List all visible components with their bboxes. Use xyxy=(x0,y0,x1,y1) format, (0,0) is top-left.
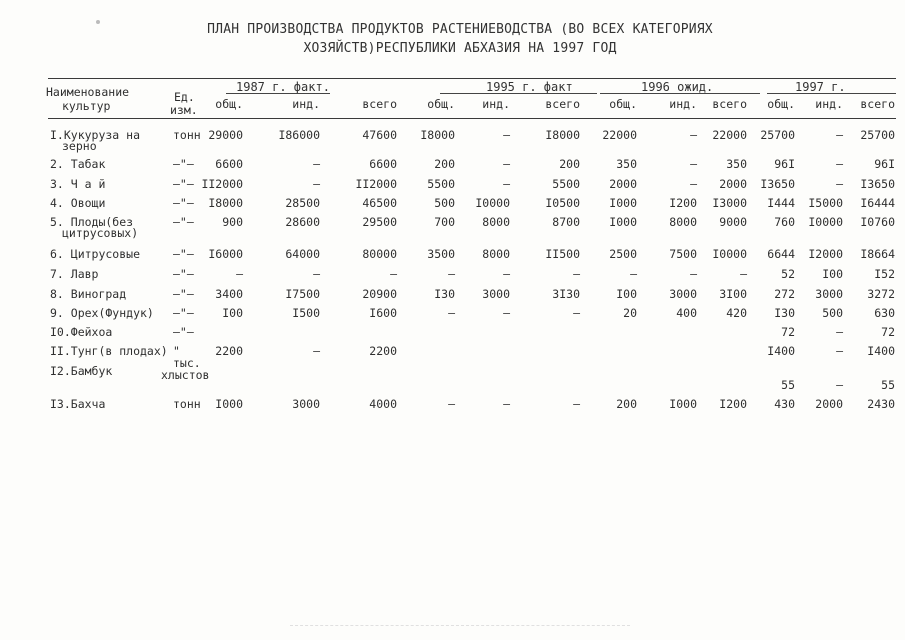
table-cell: I000 xyxy=(669,397,697,411)
table-cell: 55 xyxy=(781,378,795,392)
period-header-2: 1995 г. факт xyxy=(486,80,573,94)
table-cell: I3650 xyxy=(860,177,895,191)
table-cell: 3I00 xyxy=(719,287,747,301)
table-cell: – xyxy=(836,128,843,142)
table-cell: I00 xyxy=(222,306,243,320)
table-cell: – xyxy=(503,128,510,142)
crop-header-line2: культур xyxy=(62,99,111,113)
table-cell: – xyxy=(836,344,843,358)
table-cell: – xyxy=(690,157,697,171)
crop-name: 3. Ч а й xyxy=(50,177,106,191)
table-cell: 200 xyxy=(559,157,580,171)
table-cell: I444 xyxy=(767,196,795,210)
crop-header-line1: Наименование xyxy=(46,85,130,99)
table-cell: – xyxy=(836,378,843,392)
table-cell: 5500 xyxy=(552,177,580,191)
table-cell: I000 xyxy=(609,215,637,229)
table-cell: 20900 xyxy=(362,287,397,301)
table-cell: – xyxy=(836,157,843,171)
unit-of-measure: " xyxy=(173,344,180,358)
crop-name: 2. Табак xyxy=(50,157,106,171)
unit-of-measure-continued: хлыстов xyxy=(161,368,210,382)
table-cell: 3I30 xyxy=(552,287,580,301)
table-cell: 28600 xyxy=(285,215,320,229)
table-cell: 3000 xyxy=(482,287,510,301)
unit-of-measure: –"– xyxy=(173,287,194,301)
table-cell: I00 xyxy=(616,287,637,301)
period-header-1: 1987 г. факт. xyxy=(236,80,330,94)
table-cell: 47600 xyxy=(362,128,397,142)
table-cell: 22000 xyxy=(602,128,637,142)
table-cell: 630 xyxy=(874,306,895,320)
crop-name: 8. Виноград xyxy=(50,287,127,301)
table-cell: 3000 xyxy=(669,287,697,301)
table-cell: – xyxy=(836,177,843,191)
table-cell: I0000 xyxy=(475,196,510,210)
table-cell: 6644 xyxy=(767,247,795,261)
unit-of-measure: –"– xyxy=(173,177,194,191)
unit-of-measure: –"– xyxy=(173,196,194,210)
table-cell: 350 xyxy=(726,157,747,171)
table-cell: 8700 xyxy=(552,215,580,229)
table-cell: I600 xyxy=(369,306,397,320)
crop-name-continued: зерно xyxy=(62,139,97,153)
table-cell: – xyxy=(236,267,243,281)
period-header-underline-4 xyxy=(767,93,896,94)
table-cell: 55 xyxy=(881,378,895,392)
table-cell: 500 xyxy=(434,196,455,210)
table-cell: II500 xyxy=(545,247,580,261)
table-cell: – xyxy=(313,177,320,191)
table-cell: 46500 xyxy=(362,196,397,210)
table-cell: 4000 xyxy=(369,397,397,411)
unit-of-measure: –"– xyxy=(173,215,194,229)
bottom-scan-artifact xyxy=(290,625,630,626)
table-cell: 8000 xyxy=(482,215,510,229)
table-cell: – xyxy=(690,267,697,281)
unit-of-measure: –"– xyxy=(173,306,194,320)
table-cell: – xyxy=(503,177,510,191)
table-cell: I5000 xyxy=(808,196,843,210)
table-cell: – xyxy=(448,397,455,411)
table-cell: 52 xyxy=(781,267,795,281)
period-header-4: 1997 г. xyxy=(795,80,846,94)
unit-of-measure: –"– xyxy=(173,325,194,339)
header-top-rule xyxy=(48,78,896,79)
unit-of-measure: тонн xyxy=(173,128,201,142)
table-cell: I500 xyxy=(292,306,320,320)
table-cell: 2000 xyxy=(815,397,843,411)
table-cell: 760 xyxy=(774,215,795,229)
subcolumn-header-1: общ. xyxy=(215,97,243,111)
subcolumn-header-10: общ. xyxy=(767,97,795,111)
table-cell: 6600 xyxy=(369,157,397,171)
header-bottom-rule xyxy=(48,118,896,119)
table-cell: – xyxy=(740,267,747,281)
table-cell: – xyxy=(690,128,697,142)
unit-header-line2: изм. xyxy=(170,103,198,117)
table-cell: I000 xyxy=(215,397,243,411)
table-cell: – xyxy=(448,306,455,320)
table-cell: I0500 xyxy=(545,196,580,210)
table-cell: 7500 xyxy=(669,247,697,261)
crop-name: 6. Цитрусовые xyxy=(50,247,141,261)
table-cell: 3000 xyxy=(815,287,843,301)
table-cell: 200 xyxy=(434,157,455,171)
table-cell: 25700 xyxy=(760,128,795,142)
table-cell: 8000 xyxy=(669,215,697,229)
crop-name: 9. Орех(Фундук) xyxy=(50,306,154,320)
table-cell: 2500 xyxy=(609,247,637,261)
subcolumn-header-7: общ. xyxy=(609,97,637,111)
table-cell: 6600 xyxy=(215,157,243,171)
crop-name: 7. Лавр xyxy=(50,267,99,281)
table-cell: I7500 xyxy=(285,287,320,301)
subcolumn-header-2: инд. xyxy=(292,97,320,111)
table-cell: 64000 xyxy=(285,247,320,261)
table-cell: 900 xyxy=(222,215,243,229)
table-cell: – xyxy=(573,397,580,411)
table-cell: – xyxy=(503,397,510,411)
crop-name: I2.Бамбук xyxy=(50,364,113,378)
table-cell: II2000 xyxy=(355,177,397,191)
table-cell: I2000 xyxy=(808,247,843,261)
table-cell: 430 xyxy=(774,397,795,411)
table-cell: I3650 xyxy=(760,177,795,191)
scan-speck xyxy=(96,20,100,24)
table-cell: 28500 xyxy=(285,196,320,210)
table-cell: I200 xyxy=(719,397,747,411)
table-cell: – xyxy=(630,267,637,281)
subcolumn-header-5: инд. xyxy=(482,97,510,111)
crop-name: I3.Бахча xyxy=(50,397,106,411)
table-cell: 350 xyxy=(616,157,637,171)
table-cell: I000 xyxy=(609,196,637,210)
period-header-underline-1 xyxy=(226,93,330,94)
table-cell: I00 xyxy=(822,267,843,281)
table-cell: – xyxy=(503,267,510,281)
table-cell: 272 xyxy=(774,287,795,301)
table-cell: 8000 xyxy=(482,247,510,261)
subcolumn-header-12: всего xyxy=(860,97,895,111)
table-cell: – xyxy=(690,177,697,191)
table-cell: 2430 xyxy=(867,397,895,411)
table-cell: 5500 xyxy=(427,177,455,191)
crop-name: II.Тунг(в плодах) xyxy=(50,344,168,358)
table-cell: 500 xyxy=(822,306,843,320)
unit-of-measure: тонн xyxy=(173,397,201,411)
table-cell: 29000 xyxy=(208,128,243,142)
table-cell: – xyxy=(390,267,397,281)
table-cell: 3500 xyxy=(427,247,455,261)
table-cell: 25700 xyxy=(860,128,895,142)
table-cell: I6444 xyxy=(860,196,895,210)
table-cell: 3272 xyxy=(867,287,895,301)
table-cell: 200 xyxy=(616,397,637,411)
table-cell: – xyxy=(503,157,510,171)
table-cell: 2000 xyxy=(609,177,637,191)
period-header-underline-2 xyxy=(440,93,597,94)
table-cell: 9000 xyxy=(719,215,747,229)
table-cell: I3000 xyxy=(712,196,747,210)
period-header-3: 1996 ожид. xyxy=(641,80,714,94)
subcolumn-header-8: инд. xyxy=(669,97,697,111)
unit-of-measure: –"– xyxy=(173,267,194,281)
table-cell: 2200 xyxy=(215,344,243,358)
table-cell: 72 xyxy=(781,325,795,339)
unit-of-measure: тыс. xyxy=(173,356,201,370)
table-cell: 3400 xyxy=(215,287,243,301)
table-cell: I8664 xyxy=(860,247,895,261)
table-cell: I0000 xyxy=(808,215,843,229)
subcolumn-header-9: всего xyxy=(712,97,747,111)
crop-name: 4. Овощи xyxy=(50,196,106,210)
crop-name: I0.Фейхоа xyxy=(50,325,113,339)
table-cell: 3000 xyxy=(292,397,320,411)
table-cell: I30 xyxy=(774,306,795,320)
table-cell: 2000 xyxy=(719,177,747,191)
table-cell: I200 xyxy=(669,196,697,210)
table-cell: 400 xyxy=(676,306,697,320)
table-cell: I8000 xyxy=(420,128,455,142)
subcolumn-header-6: всего xyxy=(545,97,580,111)
unit-of-measure: –"– xyxy=(173,247,194,261)
table-cell: – xyxy=(573,306,580,320)
table-cell: I400 xyxy=(767,344,795,358)
table-cell: 700 xyxy=(434,215,455,229)
table-cell: II2000 xyxy=(201,177,243,191)
table-cell: – xyxy=(313,157,320,171)
period-header-underline-3 xyxy=(600,93,760,94)
table-cell: I8000 xyxy=(545,128,580,142)
table-cell: – xyxy=(836,325,843,339)
crop-name-continued: цитрусовых) xyxy=(62,226,139,240)
crop-name: 5. Плоды(без xyxy=(50,215,134,229)
table-cell: 96I xyxy=(774,157,795,171)
crop-name: I.Кукуруза на xyxy=(50,128,141,142)
table-cell: I400 xyxy=(867,344,895,358)
table-cell: I8000 xyxy=(208,196,243,210)
unit-of-measure: –"– xyxy=(173,157,194,171)
table-cell: 72 xyxy=(881,325,895,339)
table-cell: – xyxy=(448,267,455,281)
table-cell: 420 xyxy=(726,306,747,320)
table-cell: I52 xyxy=(874,267,895,281)
table-cell: I0000 xyxy=(712,247,747,261)
subcolumn-header-3: всего xyxy=(362,97,397,111)
unit-header-line1: Ед. xyxy=(174,90,195,104)
table-cell: – xyxy=(313,344,320,358)
table-cell: – xyxy=(313,267,320,281)
table-cell: I86000 xyxy=(278,128,320,142)
table-cell: – xyxy=(503,306,510,320)
table-cell: I6000 xyxy=(208,247,243,261)
table-cell: I0760 xyxy=(860,215,895,229)
table-cell: 80000 xyxy=(362,247,397,261)
table-cell: 20 xyxy=(623,306,637,320)
document-title-line2: ХОЗЯЙСТВ)РЕСПУБЛИКИ АБХАЗИЯ НА 1997 ГОД xyxy=(303,41,617,56)
document-title-line1: ПЛАН ПРОИЗВОДСТВА ПРОДУКТОВ РАСТЕНИЕВОДСТВА (ВО ВСЕХ КАТЕГОРИЯХ xyxy=(207,22,713,37)
subcolumn-header-11: инд. xyxy=(815,97,843,111)
table-cell: I30 xyxy=(434,287,455,301)
subcolumn-header-4: общ. xyxy=(427,97,455,111)
table-cell: 22000 xyxy=(712,128,747,142)
table-cell: – xyxy=(573,267,580,281)
table-cell: 2200 xyxy=(369,344,397,358)
table-cell: 96I xyxy=(874,157,895,171)
table-cell: 29500 xyxy=(362,215,397,229)
